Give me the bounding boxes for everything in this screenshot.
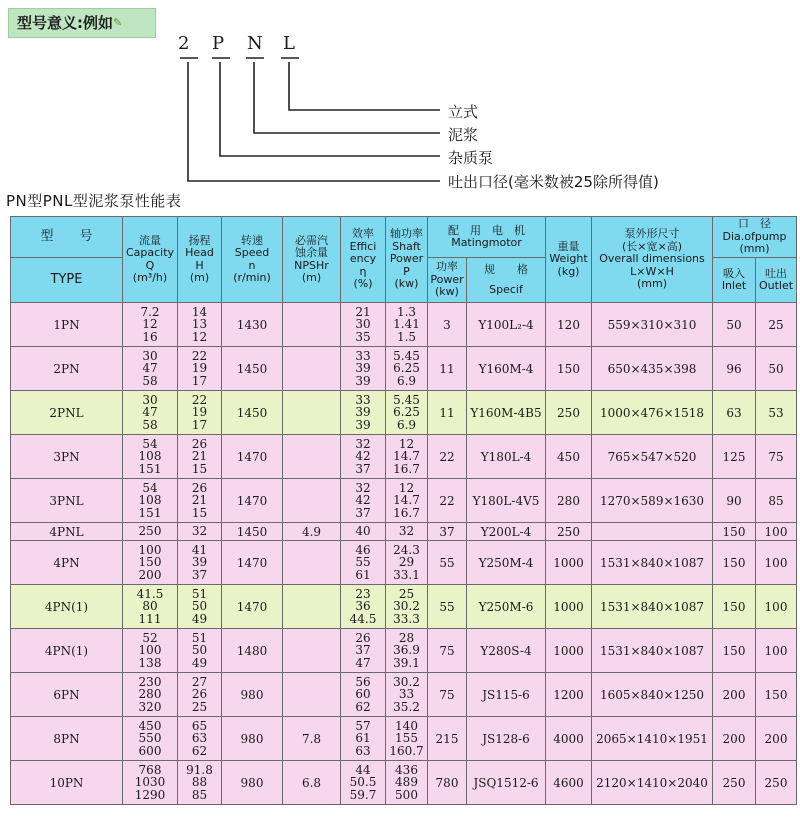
table-header-row-1: [11, 217, 797, 258]
cell-motor-spec: Y160M-4B5: [467, 391, 546, 435]
cell-motor-power: 22: [428, 479, 467, 523]
cell-dimensions: 559×310×310: [592, 303, 713, 347]
cell-motor-spec: Y160M-4: [467, 347, 546, 391]
cell-inlet: 150: [713, 629, 756, 673]
cell-inlet: 200: [713, 673, 756, 717]
cell-npsh: [283, 435, 341, 479]
cell-dimensions: 1531×840×1087: [592, 629, 713, 673]
table-row: [11, 391, 797, 435]
cell-dimensions: 1000×476×1518: [592, 391, 713, 435]
cell-motor-power: 3: [428, 303, 467, 347]
cell-speed: 1470: [222, 479, 283, 523]
cell-motor-spec: Y280S-4: [467, 629, 546, 673]
cell-capacity: 768 1030 1290: [123, 761, 178, 805]
sparkle-icon: ✎: [113, 16, 123, 29]
col-capacity: 流量 Capacity Q (m³/h): [123, 217, 178, 303]
cell-type: 10PN: [11, 761, 123, 805]
cell-type: 4PN(1): [11, 629, 123, 673]
model-code-letter-p: P: [212, 33, 226, 54]
cell-type: 4PN: [11, 541, 123, 585]
col-motor: 配 用 电 机 Matingmotor: [428, 217, 546, 258]
cell-type: 8PN: [11, 717, 123, 761]
table-row: [11, 479, 797, 523]
cell-weight: 1000: [546, 541, 592, 585]
table-row: [11, 541, 797, 585]
cell-outlet: 100: [756, 523, 797, 541]
cell-weight: 4600: [546, 761, 592, 805]
cell-head: 41 39 37: [178, 541, 222, 585]
cell-speed: 980: [222, 673, 283, 717]
cell-type: 4PNL: [11, 523, 123, 541]
cell-npsh: 7.8: [283, 717, 341, 761]
cell-dimensions: 1531×840×1087: [592, 585, 713, 629]
col-diameter: 口 径 Dia.ofpump (mm): [713, 217, 797, 258]
cell-capacity: 54 108 151: [123, 479, 178, 523]
col-shaft-power: 轴功率 Shaft Power P (kw): [386, 217, 428, 303]
cell-motor-spec: Y200L-4: [467, 523, 546, 541]
cell-motor-power: 22: [428, 435, 467, 479]
cell-capacity: 41.5 80 111: [123, 585, 178, 629]
cell-npsh: [283, 479, 341, 523]
table-row: [11, 523, 797, 541]
cell-type: 2PNL: [11, 391, 123, 435]
cell-type: 6PN: [11, 673, 123, 717]
cell-inlet: 250: [713, 761, 756, 805]
cell-weight: 150: [546, 347, 592, 391]
cell-motor-power: 37: [428, 523, 467, 541]
cell-head: 51 50 49: [178, 585, 222, 629]
cell-head: 26 21 15: [178, 435, 222, 479]
cell-efficiency: 33 39 39: [341, 347, 386, 391]
cell-capacity: 30 47 58: [123, 347, 178, 391]
cell-type: 4PN(1): [11, 585, 123, 629]
cell-capacity: 450 550 600: [123, 717, 178, 761]
cell-speed: 1450: [222, 523, 283, 541]
cell-head: 26 21 15: [178, 479, 222, 523]
col-npsh: 必需汽 蚀余量 NPSHr (m): [283, 217, 341, 303]
cell-capacity: 54 108 151: [123, 435, 178, 479]
cell-inlet: 150: [713, 523, 756, 541]
cell-inlet: 200: [713, 717, 756, 761]
cell-inlet: 96: [713, 347, 756, 391]
col-inlet: 吸入 Inlet: [713, 258, 756, 303]
col-head: 扬程 Head H (m): [178, 217, 222, 303]
cell-efficiency: 33 39 39: [341, 391, 386, 435]
cell-motor-power: 75: [428, 629, 467, 673]
cell-capacity: 7.2 12 16: [123, 303, 178, 347]
cell-outlet: 150: [756, 673, 797, 717]
model-meaning-title-text: 型号意义:例如: [17, 14, 113, 32]
cell-outlet: 75: [756, 435, 797, 479]
cell-speed: 1450: [222, 347, 283, 391]
cell-speed: 980: [222, 717, 283, 761]
cell-head: 51 50 49: [178, 629, 222, 673]
cell-motor-power: 55: [428, 585, 467, 629]
cell-speed: 1470: [222, 541, 283, 585]
cell-outlet: 85: [756, 479, 797, 523]
cell-weight: 450: [546, 435, 592, 479]
cell-weight: 1200: [546, 673, 592, 717]
cell-speed: 1470: [222, 435, 283, 479]
model-code-letter-l: L: [283, 33, 296, 54]
cell-dimensions: 765×547×520: [592, 435, 713, 479]
cell-motor-spec: JS128-6: [467, 717, 546, 761]
cell-head: 91.8 88 85: [178, 761, 222, 805]
cell-motor-spec: Y100L₂-4: [467, 303, 546, 347]
cell-shaft-power: 25 30.2 33.3: [386, 585, 428, 629]
cell-type: 3PNL: [11, 479, 123, 523]
cell-outlet: 53: [756, 391, 797, 435]
cell-efficiency: 26 37 47: [341, 629, 386, 673]
meaning-impurity-pump: 杂质泵: [448, 149, 494, 167]
cell-shaft-power: 24.3 29 33.1: [386, 541, 428, 585]
cell-outlet: 100: [756, 629, 797, 673]
cell-capacity: 52 100 138: [123, 629, 178, 673]
col-weight: 重量 Weight (kg): [546, 217, 592, 303]
cell-dimensions: 1531×840×1087: [592, 541, 713, 585]
cell-motor-power: 55: [428, 541, 467, 585]
cell-outlet: 200: [756, 717, 797, 761]
col-type-en: TYPE: [11, 258, 123, 303]
cell-npsh: [283, 391, 341, 435]
cell-efficiency: 21 30 35: [341, 303, 386, 347]
cell-shaft-power: 5.45 6.25 6.9: [386, 391, 428, 435]
cell-inlet: 90: [713, 479, 756, 523]
cell-speed: 1470: [222, 585, 283, 629]
cell-dimensions: 650×435×398: [592, 347, 713, 391]
cell-weight: 1000: [546, 585, 592, 629]
cell-npsh: [283, 585, 341, 629]
cell-head: 32: [178, 523, 222, 541]
cell-motor-spec: Y250M-6: [467, 585, 546, 629]
cell-motor-spec: Y250M-4: [467, 541, 546, 585]
meaning-slurry: 泥浆: [448, 126, 479, 144]
cell-efficiency: 40: [341, 523, 386, 541]
cell-speed: 1430: [222, 303, 283, 347]
cell-type: 3PN: [11, 435, 123, 479]
cell-dimensions: 2120×1410×2040: [592, 761, 713, 805]
table-row: [11, 673, 797, 717]
cell-outlet: 100: [756, 585, 797, 629]
cell-weight: 280: [546, 479, 592, 523]
cell-inlet: 150: [713, 585, 756, 629]
cell-inlet: 150: [713, 541, 756, 585]
cell-shaft-power: 12 14.7 16.7: [386, 479, 428, 523]
cell-outlet: 25: [756, 303, 797, 347]
meaning-outlet-diameter: 吐出口径(毫米数被25除所得值): [448, 173, 659, 191]
cell-dimensions: 2065×1410×1951: [592, 717, 713, 761]
table-row: [11, 717, 797, 761]
performance-table: [10, 216, 797, 805]
cell-shaft-power: 436 489 500: [386, 761, 428, 805]
table-row: [11, 303, 797, 347]
cell-head: 22 19 17: [178, 347, 222, 391]
table-row: [11, 347, 797, 391]
col-motor-power: 功率 Power (kw): [428, 258, 467, 303]
cell-dimensions: 1270×589×1630: [592, 479, 713, 523]
cell-type: 1PN: [11, 303, 123, 347]
cell-weight: 120: [546, 303, 592, 347]
table-row: [11, 629, 797, 673]
table-row: [11, 435, 797, 479]
cell-outlet: 50: [756, 347, 797, 391]
cell-head: 27 26 25: [178, 673, 222, 717]
cell-capacity: 230 280 320: [123, 673, 178, 717]
table-body: [11, 303, 797, 805]
model-meaning-connector-lines: [0, 0, 800, 200]
cell-motor-power: 215: [428, 717, 467, 761]
cell-shaft-power: 30.2 33 35.2: [386, 673, 428, 717]
cell-npsh: [283, 541, 341, 585]
cell-weight: 4000: [546, 717, 592, 761]
model-code-digit: 2: [178, 33, 191, 54]
cell-inlet: 63: [713, 391, 756, 435]
cell-motor-spec: Y180L-4: [467, 435, 546, 479]
cell-capacity: 100 150 200: [123, 541, 178, 585]
col-outlet: 吐出 Outlet: [756, 258, 797, 303]
cell-inlet: 125: [713, 435, 756, 479]
cell-npsh: [283, 303, 341, 347]
cell-speed: 980: [222, 761, 283, 805]
cell-efficiency: 44 50.5 59.7: [341, 761, 386, 805]
cell-npsh: [283, 629, 341, 673]
cell-capacity: 250: [123, 523, 178, 541]
cell-npsh: [283, 347, 341, 391]
cell-capacity: 30 47 58: [123, 391, 178, 435]
col-dimensions: 泵外形尺寸 (长×宽×高) Overall dimensions L×W×H (mm): [592, 217, 713, 303]
cell-head: 22 19 17: [178, 391, 222, 435]
cell-head: 65 63 62: [178, 717, 222, 761]
table-row: [11, 585, 797, 629]
cell-efficiency: 46 55 61: [341, 541, 386, 585]
cell-dimensions: 1605×840×1250: [592, 673, 713, 717]
cell-motor-power: 780: [428, 761, 467, 805]
cell-shaft-power: 1.3 1.41 1.5: [386, 303, 428, 347]
cell-efficiency: 32 42 37: [341, 479, 386, 523]
cell-npsh: 6.8: [283, 761, 341, 805]
model-code-letter-n: N: [247, 33, 264, 54]
cell-motor-spec: JSQ1512-6: [467, 761, 546, 805]
cell-npsh: 4.9: [283, 523, 341, 541]
meaning-vertical: 立式: [448, 103, 479, 121]
cell-dimensions: [592, 523, 713, 541]
cell-inlet: 50: [713, 303, 756, 347]
table-row: [11, 761, 797, 805]
cell-motor-spec: JS115-6: [467, 673, 546, 717]
cell-outlet: 250: [756, 761, 797, 805]
cell-speed: 1450: [222, 391, 283, 435]
col-speed: 转速 Speed n (r/min): [222, 217, 283, 303]
cell-shaft-power: 5.45 6.25 6.9: [386, 347, 428, 391]
cell-shaft-power: 28 36.9 39.1: [386, 629, 428, 673]
cell-efficiency: 32 42 37: [341, 435, 386, 479]
cell-npsh: [283, 673, 341, 717]
cell-motor-spec: Y180L-4V5: [467, 479, 546, 523]
cell-efficiency: 56 60 62: [341, 673, 386, 717]
col-type-cn: 型 号: [11, 217, 123, 258]
cell-head: 14 13 12: [178, 303, 222, 347]
cell-efficiency: 57 61 63: [341, 717, 386, 761]
cell-speed: 1480: [222, 629, 283, 673]
cell-weight: 250: [546, 523, 592, 541]
cell-weight: 1000: [546, 629, 592, 673]
cell-shaft-power: 140 155 160.7: [386, 717, 428, 761]
cell-outlet: 100: [756, 541, 797, 585]
cell-motor-power: 75: [428, 673, 467, 717]
cell-shaft-power: 32: [386, 523, 428, 541]
cell-efficiency: 23 36 44.5: [341, 585, 386, 629]
cell-weight: 250: [546, 391, 592, 435]
col-efficiency: 效率 Effici ency η (%): [341, 217, 386, 303]
table-title: PN型PNL型泥浆泵性能表: [6, 192, 182, 210]
cell-motor-power: 11: [428, 347, 467, 391]
cell-shaft-power: 12 14.7 16.7: [386, 435, 428, 479]
cell-motor-power: 11: [428, 391, 467, 435]
col-motor-spec: 规 格 Specif: [467, 258, 546, 303]
cell-type: 2PN: [11, 347, 123, 391]
